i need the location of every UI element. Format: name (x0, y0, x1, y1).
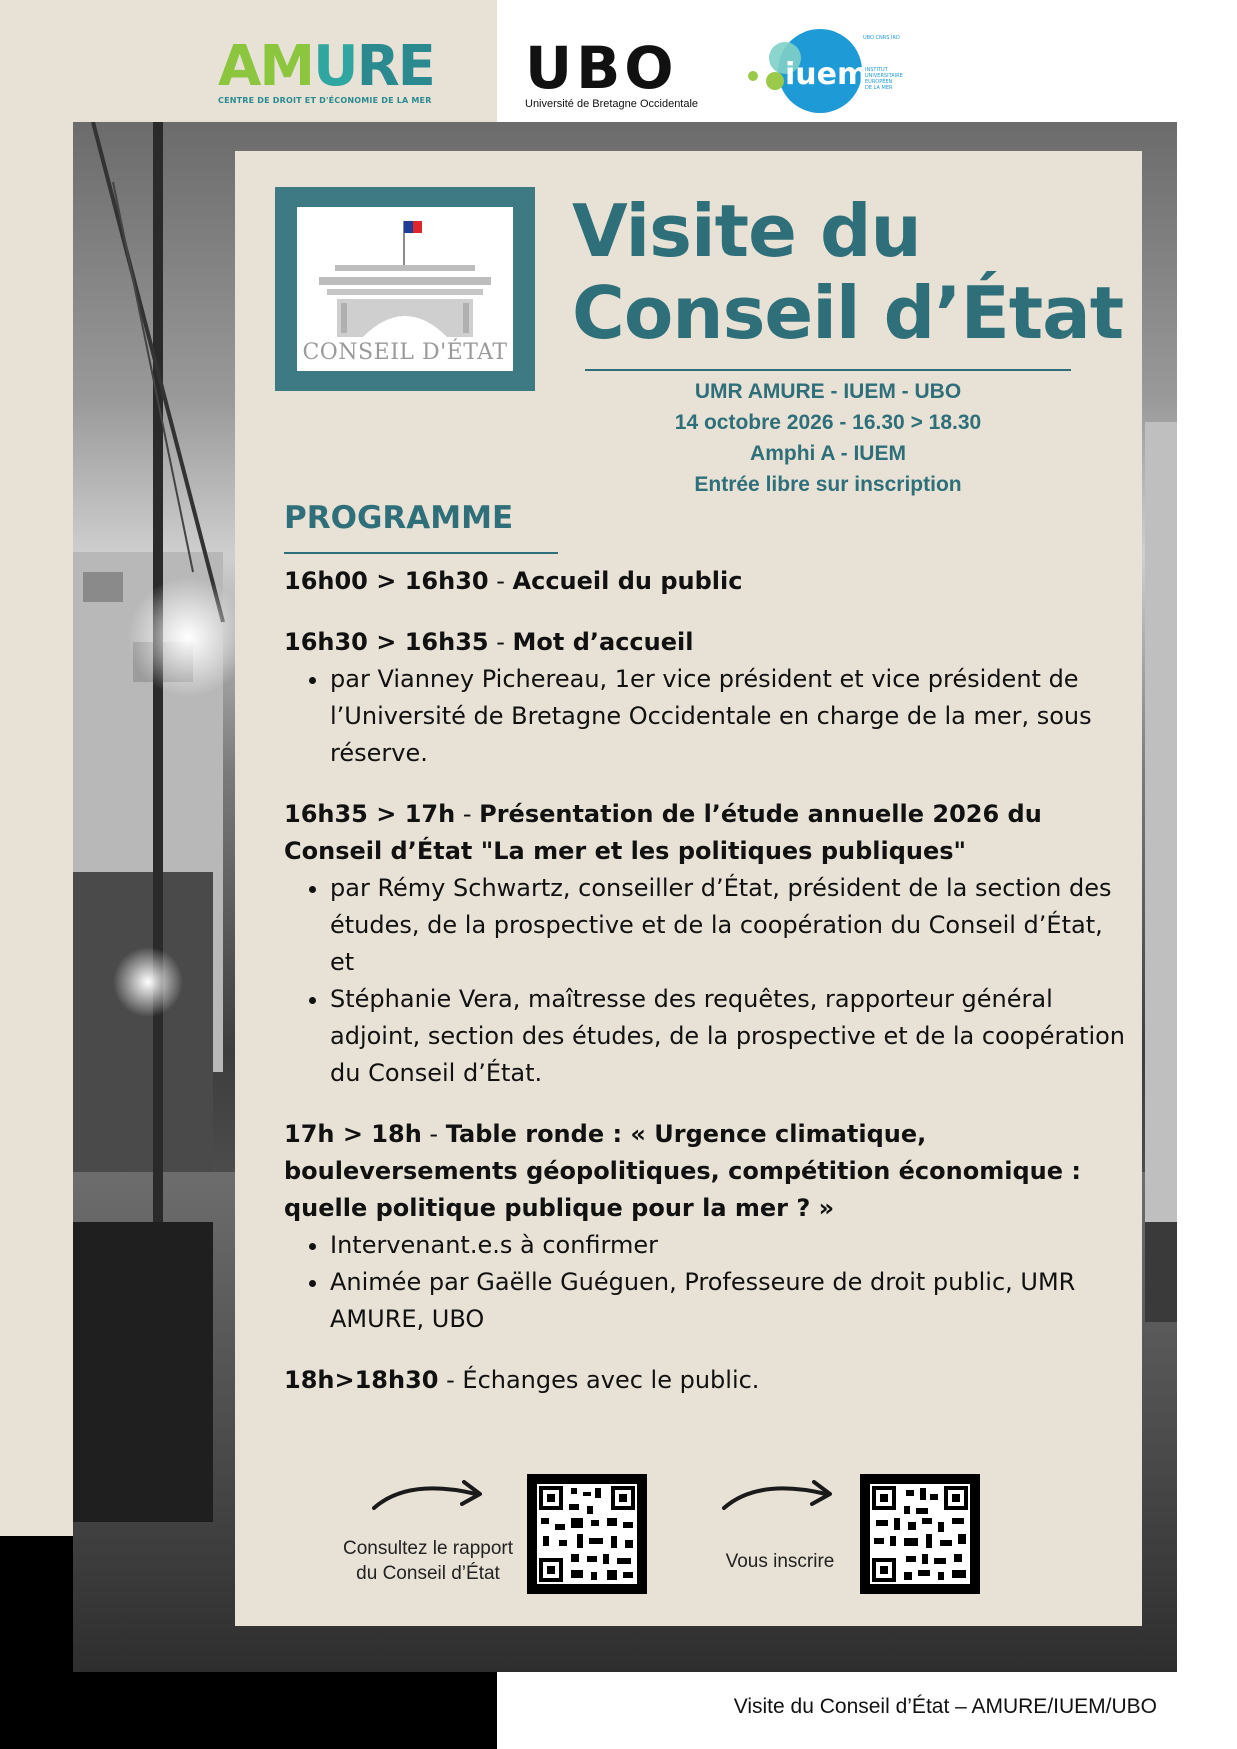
conseil-etat-logo (275, 187, 535, 391)
programme-heading: PROGRAMME (284, 500, 514, 536)
programme-item (284, 624, 1134, 772)
programme-item (284, 796, 1134, 1092)
svg-text:INSTITUT: INSTITUT (865, 67, 888, 73)
arrow-icon (718, 1472, 842, 1522)
programme-item-separator: - (421, 1120, 446, 1148)
event-entry-note: Entrée libre sur inscription (694, 473, 962, 496)
iuem-logo (745, 26, 925, 116)
programme-item-bullets (284, 1227, 1134, 1338)
title-line-1: Visite du (572, 189, 921, 273)
programme-bullet: • Animée par Gaëlle Guéguen, Professeure de droit public, UMR AMURE, UBO (330, 1264, 1134, 1338)
programme-item-separator: - (488, 628, 513, 656)
qr-code-register[interactable] (860, 1474, 980, 1594)
programme-item-title: Accueil du public (512, 567, 743, 595)
programme-item-time: 17h > 18h (284, 1120, 422, 1148)
programme-item (284, 563, 1134, 600)
programme-item-heading (284, 1116, 1134, 1227)
qr-code-pattern (870, 1484, 970, 1584)
programme-divider (284, 552, 558, 554)
programme-last-item (284, 1362, 1134, 1399)
ubo-logo (525, 34, 715, 113)
conseil-etat-logo-inner (297, 207, 513, 371)
svg-text:DE LA MER: DE LA MER (865, 85, 893, 91)
programme-item-title: Échanges avec le public. (462, 1366, 760, 1394)
programme-item-bullets (284, 870, 1134, 1092)
programme-item-time: 18h>18h30 (284, 1366, 439, 1394)
programme-item-heading (284, 624, 1134, 661)
event-date-time: 14 octobre 2026 - 16.30 > 18.30 (674, 411, 982, 434)
arrow-icon (368, 1472, 492, 1522)
amure-logo-subtitle: CENTRE DE DROIT ET D'ÉCONOMIE DE LA MER (218, 96, 432, 105)
programme-bullet: • Stéphanie Vera, maîtresse des requêtes, rapporteur général adjoint, section des études, de la prospective et de la coopération du Conseil d’État. (330, 981, 1134, 1092)
svg-text:EUROPÉEN: EUROPÉEN (865, 79, 893, 85)
qr-code-report[interactable] (527, 1474, 647, 1594)
footer-text: Visite du Conseil d’État – AMURE/IUEM/UBO (733, 1695, 1157, 1718)
programme-bullet: • Intervenant.e.s à confirmer (330, 1227, 1134, 1264)
programme-item-heading (284, 796, 1134, 870)
programme-item-time: 16h00 > 16h30 (284, 567, 489, 595)
svg-text:UNIVERSITAIRE: UNIVERSITAIRE (865, 73, 903, 79)
qr-report-caption (333, 1536, 523, 1586)
title-line-2: Conseil d’État (572, 271, 1124, 355)
qr-code-pattern (537, 1484, 637, 1584)
ubo-logo-subtitle: Université de Bretagne Occidentale (525, 98, 699, 110)
amure-logo (218, 34, 448, 105)
programme-bullet: • par Rémy Schwartz, conseiller d’État, président de la section des études, de la prospective et de la coopération du Conseil d’État, et (330, 870, 1134, 981)
programme-item-heading (284, 563, 1134, 600)
programme-item-title: Présentation de l’étude annuelle 2026 du Conseil d’État "La mer et les politiques publiques" (284, 800, 1042, 865)
programme-list (284, 563, 1134, 1399)
qr-report-caption-line-2: du Conseil d’État (356, 1563, 500, 1584)
programme-item-title: Table ronde : « Urgence climatique, bouleversements géopolitiques, compétition économique : quelle politique publique pour la mer ? » (284, 1120, 1081, 1222)
programme-item-time: 16h30 > 16h35 (284, 628, 489, 656)
event-organizers: UMR AMURE - IUEM - UBO (694, 380, 962, 403)
programme-item-separator: - (488, 567, 513, 595)
programme-bullet: • par Vianney Pichereau, 1er vice président et vice président de l’Université de Bretagne Occidentale en charge de la mer, sous réserve. (330, 661, 1134, 772)
qr-register-caption: Vous inscrire (725, 1551, 835, 1572)
qr-report-caption-line-1: Consultez le rapport (342, 1538, 514, 1559)
programme-item (284, 1116, 1134, 1338)
svg-text:UBO CNRS IRD: UBO CNRS IRD (863, 35, 900, 41)
ubo-logo-word: UBO (525, 34, 678, 102)
conseil-etat-logo-text: CONSEIL D'ÉTAT (302, 340, 508, 365)
programme-item-separator: - (438, 1366, 463, 1394)
iuem-logo-graphic (745, 26, 925, 116)
svg-text:iuem: iuem (785, 57, 869, 92)
qr-code-icon (870, 1484, 970, 1584)
programme-item-separator: - (455, 800, 480, 828)
title-divider (585, 369, 1071, 371)
programme-item-title: Mot d’accueil (512, 628, 694, 656)
amure-logo-word: AMURE (218, 34, 434, 99)
programme-item-time: 16h35 > 17h (284, 800, 456, 828)
page-title (572, 190, 1132, 354)
event-location: Amphi A - IUEM (750, 442, 906, 465)
event-info (585, 376, 1071, 500)
programme-item-bullets (284, 661, 1134, 772)
qr-code-icon (537, 1484, 637, 1584)
